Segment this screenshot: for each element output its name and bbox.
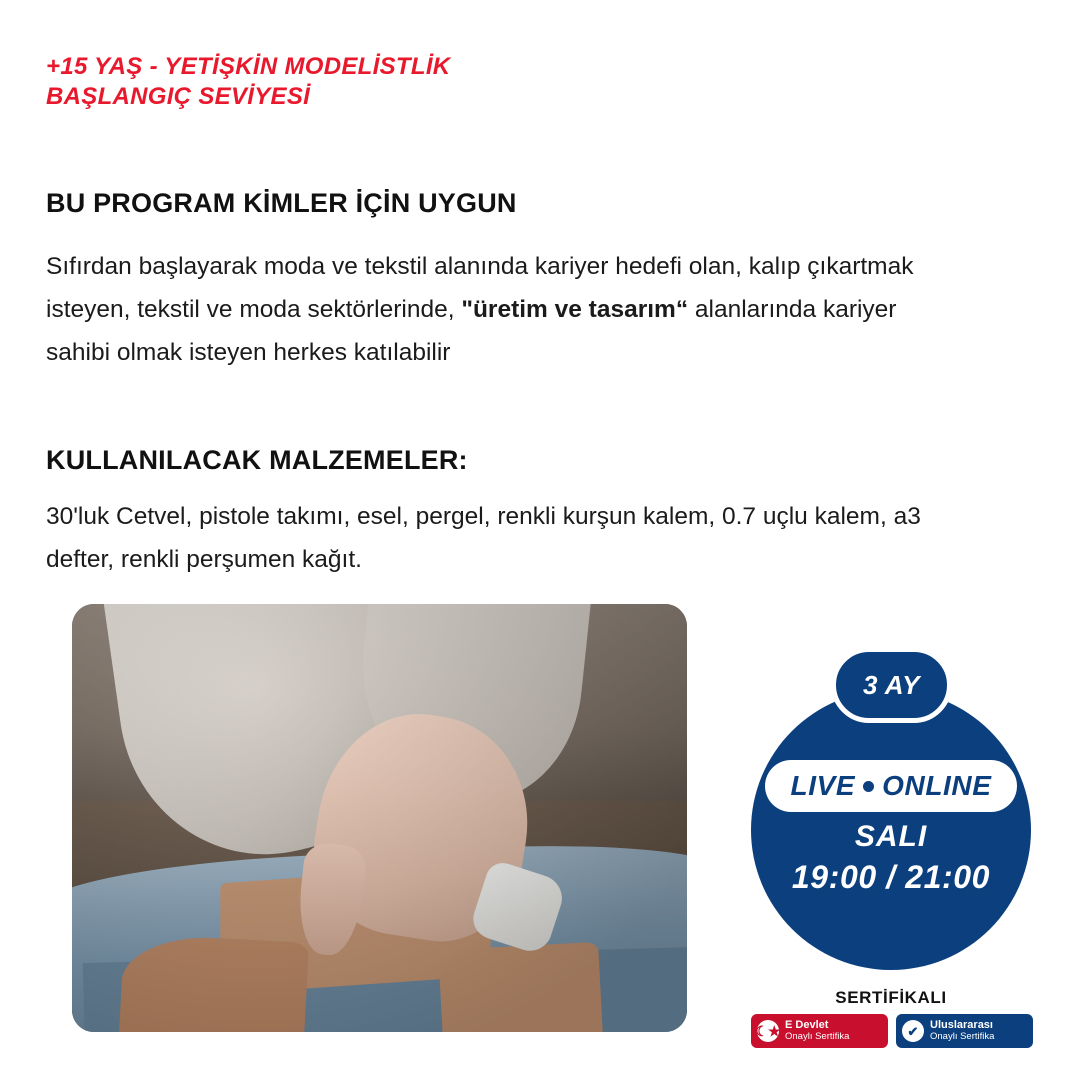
certificate-chip-edevlet-text — [785, 1019, 849, 1043]
check-circle-icon: ✔ — [902, 1020, 924, 1042]
program-title-line-1: +15 YAŞ - YETİŞKİN MODELİSTLİK — [46, 53, 451, 80]
certificate-chip-edevlet-line1: E Devlet — [785, 1019, 829, 1031]
audience-text-part2: alanlarında kariyer sahibi olmak isteyen herkes katılabilir — [46, 296, 897, 366]
program-title — [46, 52, 686, 112]
badge-live-online-pill — [765, 760, 1017, 812]
certificate-chip-international-line2: Onaylı Sertifika — [930, 1031, 995, 1042]
program-title-line-2: BAŞLANGIÇ SEVİYESİ — [46, 83, 311, 110]
bullet-dot-icon — [863, 781, 874, 792]
certificate-chip-international-text — [930, 1019, 994, 1043]
audience-section-title: BU PROGRAM KİMLER İÇİN UYGUN — [46, 188, 517, 218]
certificate-heading: SERTİFİKALI — [835, 988, 947, 1007]
photo-lighting-overlay — [72, 604, 687, 1032]
certificate-chip-international-line1: Uluslararası — [930, 1019, 993, 1031]
schedule-badge — [751, 647, 1031, 947]
course-photo — [72, 604, 687, 1032]
certificate-chip-edevlet-line2: Onaylı Sertifika — [785, 1031, 850, 1042]
badge-duration-pill — [831, 647, 952, 723]
certificate-chip-edevlet — [751, 1014, 888, 1048]
certificate-badges — [751, 1014, 1033, 1048]
badge-live-label: LIVE — [790, 770, 856, 801]
badge-duration-label: 3 AY — [863, 669, 920, 700]
badge-time-label: 19:00 / 21:00 — [791, 859, 991, 895]
audience-section-text — [46, 245, 946, 374]
audience-text-highlight: "üretim ve tasarım“ — [461, 296, 689, 323]
certificate-chip-international — [896, 1014, 1033, 1048]
materials-section-title: KULLANILACAK MALZEMELER: — [46, 445, 468, 475]
crescent-star-icon: ☾★ — [757, 1020, 779, 1042]
audience-text-part1: Sıfırdan başlayarak moda ve tekstil alanında kariyer hedefi olan, kalıp çıkartmak isteyen, tekstil ve moda sektörlerinde, — [46, 253, 914, 323]
materials-section-text: 30'luk Cetvel, pistole takımı, esel, pergel, renkli kurşun kalem, 0.7 uçlu kalem, a3 defter, renkli perşumen kağıt. — [46, 503, 921, 573]
badge-day-label: SALI — [854, 820, 928, 853]
badge-online-label: ONLINE — [882, 770, 992, 801]
